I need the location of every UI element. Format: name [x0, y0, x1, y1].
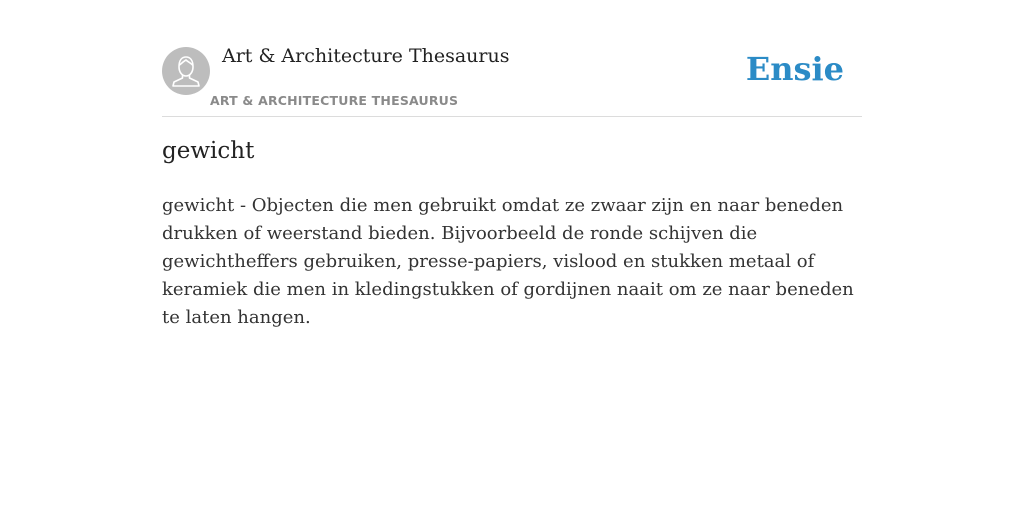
source-header [162, 40, 862, 117]
avatar[interactable] [162, 47, 210, 95]
entry-definition: gewicht - Objecten die men gebruikt omdat ze zwaar zijn en naar beneden drukken of weerstand bieden. Bijvoorbeeld de ronde schijven die gewichtheffers gebruiken, presse-papiers, vislood en stukken metaal of keramiek die men in kledingstukken of gordijnen naait om ze naar beneden te laten hangen. [162, 195, 854, 328]
brand-logo[interactable]: Ensie [745, 50, 844, 88]
user-outline-icon [162, 47, 210, 95]
source-subtitle[interactable]: ART & ARCHITECTURE THESAURUS [210, 93, 459, 108]
source-title[interactable]: Art & Architecture Thesaurus [222, 45, 510, 67]
entry-term: gewicht [162, 138, 255, 164]
